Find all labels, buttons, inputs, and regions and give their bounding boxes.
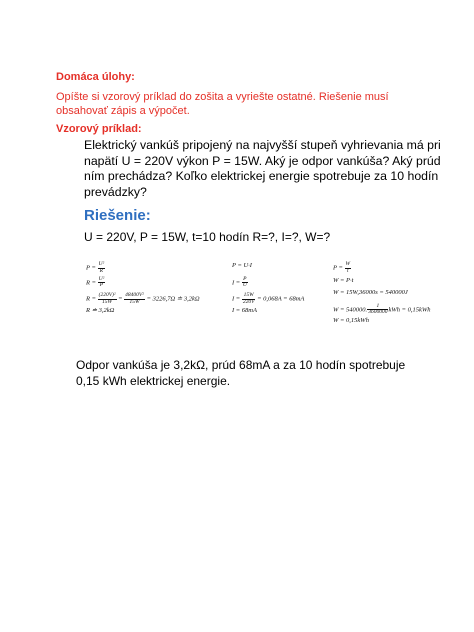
formula-energy: P = $\frac{W}{t}$ W = P·t W = 15W,36000s = 540000J W = 540000. $\frac{1}{3600000}$ kWh = 0,15kWh W = 0,15kWh [333,261,431,324]
conclusion-text: Odpor vankúša je 3,2kΩ, prúd 68mA a za 10 hodín spotrebuje 0,15 kWh elektrickej energie. [76,358,406,388]
example-title: Vzorový príklad: [56,123,142,135]
formula-resistance: P = $\frac{\text{U²}}{R}$ R = $\frac{\text{U²}}{P}$ R = $\frac{\text{(220V)²}}{15W}$ = $\frac{\text{48400V²}}{15W}$ = 3226,7Ω ≐ 3,2kΩ R ≐ 3,2kΩ [86,261,200,314]
homework-instructions: Opíšte si vzorový príklad do zošita a vyriešte ostatné. Riešenie musí obsahovať zápis a výpočet. [56,91,389,117]
formula-current: P = U·I I = $\frac{P}{U}$ I = $\frac{15W}{220V}$ = 0,068A = 68mA I = 68mA [232,262,305,314]
homework-title: Domáca úlohy: [56,71,135,83]
solution-heading: Riešenie: [84,207,151,224]
problem-statement: Elektrický vankúš pripojený na najvyšší stupeň vyhrievania má pri napätí U = 220V výkon P = 15W. Aký je odpor vankúša? Aký prúd ním prechádza? Koľko elektrickej energie spotrebuje za 10 hodín prevádzky? [84,138,441,199]
given-values: U = 220V, P = 15W, t=10 hodín R=?, I=?, W=? [84,230,331,244]
